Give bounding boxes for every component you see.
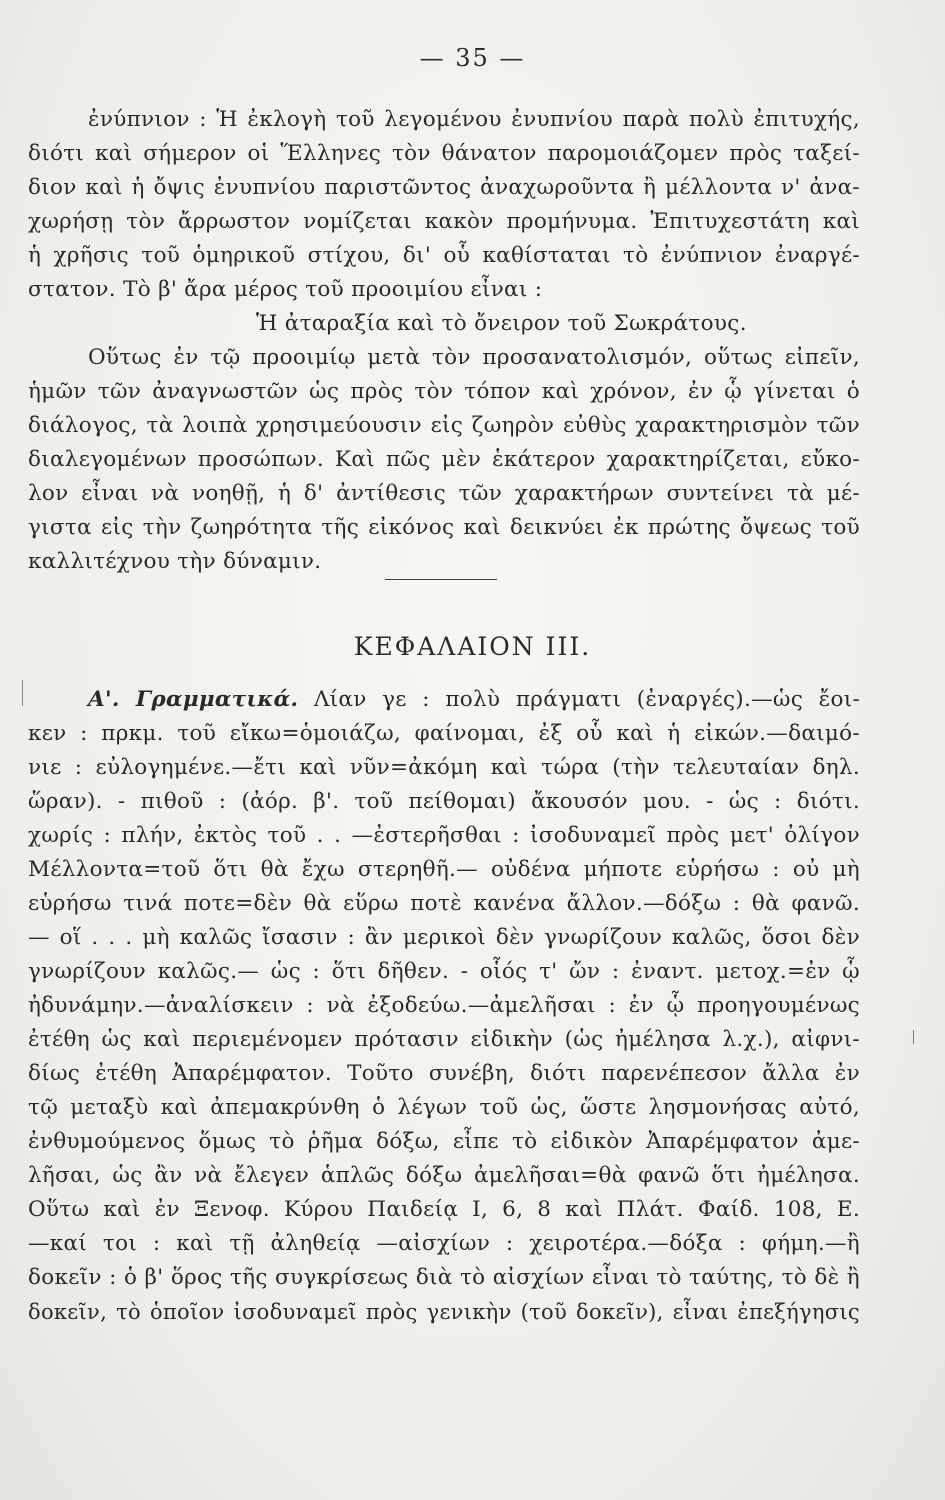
section-grammar xyxy=(28,683,860,1329)
text-line: δίως ἐτέθη Ἀπαρέμφατον. Τοῦτο συνέβη, διότι παρενέπεσον ἄλλα ἐν xyxy=(28,1061,860,1086)
text-line: καλλιτέχνου τὴν δύναμιν. xyxy=(28,549,322,574)
text-line: ὥραν). - πιθοῦ : (ἀόρ. β'. τοῦ πείθομαι) ἄκουσόν μου. - ὡς : διότι. xyxy=(28,789,860,814)
text-line: γιστα εἰς τὴν ζωηρότητα τῆς εἰκόνος καὶ δεικνύει ἐκ πρώτης ὄψεως τοῦ xyxy=(28,515,860,540)
text-line: εὑρήσω τινά ποτε=δὲν θὰ εὕρω ποτὲ κανένα ἄλλον.—δόξω : θὰ φανῶ. xyxy=(28,891,860,916)
text-line: διάλογος, τὰ λοιπὰ χρησιμεύουσιν εἰς ζωηρὸν εὐθὺς χαρακτηρισμὸν τῶν xyxy=(28,413,860,438)
text-line: ἐνύπνιον : Ἡ ἐκλογὴ τοῦ λεγομένου ἐνυπνίου παρὰ πολὺ ἐπιτυχής, xyxy=(88,107,860,132)
section-divider xyxy=(385,579,497,580)
text-line: ἠδυνάμην.—ἀναλίσκειν : νὰ ἐξοδεύω.—ἀμελῆσαι : ἐν ᾧ προηγουμένως xyxy=(28,993,860,1018)
text-line: νιε : εὐλογημένε.—ἔτι καὶ νῦν=ἀκόμη καὶ τώρα (τὴν τελευταίαν δηλ. xyxy=(28,755,860,780)
text-line: τῷ μεταξὺ καὶ ἀπεμακρύνθη ὁ λέγων τοῦ ὡς, ὥστε λησμονήσας αὐτό, xyxy=(28,1095,860,1120)
text-line: δοκεῖν : ὁ β' ὅρος τῆς συγκρίσεως διὰ τὸ αἰσχίων εἶναι τὸ ταύτης, τὸ δὲ ἢ xyxy=(28,1265,860,1290)
chapter-title: ΚΕΦΑΛΑΙΟΝ ΙΙΙ. xyxy=(353,632,592,661)
text-line: ἐνθυμούμενος ὅμως τὸ ῥῆμα δόξω, εἶπε τὸ εἰδικὸν Ἀπαρέμφατον ἀμε- xyxy=(28,1129,860,1154)
text-line: — οἵ . . . μὴ καλῶς ἴσασιν : ἂν μερικοὶ δὲν γνωρίζουν καλῶς, ὅσοι δὲν xyxy=(28,925,860,950)
text-line: ἡμῶν τῶν ἀναγνωστῶν ὡς πρὸς τὸν τόπον καὶ χρόνον, ἐν ᾧ γίνεται ὁ xyxy=(28,379,860,404)
text-line: ἡ χρῆσις τοῦ ὁμηρικοῦ στίχου, δι' οὗ καθίσταται τὸ ἐνύπνιον ἐναργέ- xyxy=(28,243,860,268)
text-line: —καί τοι : καὶ τῇ ἀληθείᾳ —αἰσχίων : χειροτέρα.—δόξα : φήμη.—ἢ xyxy=(28,1231,860,1256)
text-line: Μέλλοντα=τοῦ ὅτι θὰ ἔχω στερηθῆ.— οὐδένα μήποτε εὑρήσω : οὐ μὴ xyxy=(28,857,860,882)
paragraph-2 xyxy=(28,341,860,579)
paragraph-1 xyxy=(28,103,860,341)
text-line: γνωρίζουν καλῶς.— ὡς : ὅτι δῆθεν. - οἷός τ' ὤν : ἐναντ. μετοχ.=ἐν ᾧ xyxy=(28,959,860,984)
text-line: χωρήσῃ τὸν ἄρρωστον νομίζεται κακὸν προμήνυμα. Ἐπιτυχεστάτη καὶ xyxy=(28,209,860,234)
quote-line: Ἡ ἀταραξία καὶ τὸ ὄνειρον τοῦ Σωκράτους. xyxy=(256,311,747,336)
margin-mark xyxy=(913,1030,914,1044)
text-line: στατον. Τὸ β' ἄρα μέρος τοῦ προοιμίου εἶναι : xyxy=(28,277,543,302)
margin-mark xyxy=(22,680,23,706)
text-line: κεν : πρκμ. τοῦ εἴκω=ὁμοιάζω, φαίνομαι, ἐξ οὗ καὶ ἡ εἰκών.—δαιμό- xyxy=(28,721,860,746)
text-line: λον εἶναι νὰ νοηθῇ, ἡ δ' ἀντίθεσις τῶν χαρακτήρων συντείνει τὰ μέ- xyxy=(28,481,860,506)
text-line: δοκεῖν, τὸ ὁποῖον ἰσοδυναμεῖ πρὸς γενικὴν (τοῦ δοκεῖν), εἶναι ἐπεξήγησις xyxy=(28,1300,860,1324)
text-line: χωρίς : πλήν, ἐκτὸς τοῦ . . —ἐστερῆσθαι : ἰσοδυναμεῖ πρὸς μετ' ὀλίγον xyxy=(28,823,860,848)
text-line xyxy=(28,683,860,717)
text-line: Οὕτω καὶ ἐν Ξενοφ. Κύρου Παιδείᾳ Ι, 6, 8 καὶ Πλάτ. Φαίδ. 108, Ε. xyxy=(28,1197,860,1222)
section-heading: Α'. Γραμματικά. xyxy=(88,687,299,712)
text-line: διον καὶ ἡ ὄψις ἐνυπνίου παριστῶντος ἀναχωροῦντα ἢ μέλλοντα ν' ἀνα- xyxy=(28,175,860,200)
text-line: διαλεγομένων προσώπων. Καὶ πῶς μὲν ἑκάτερον χαρακτηρίζεται, εὔκο- xyxy=(28,447,860,472)
text-line: διότι καὶ σήμερον οἱ Ἕλληνες τὸν θάνατον παρομοιάζομεν πρὸς ταξεί- xyxy=(28,141,860,166)
text-line: Οὕτως ἐν τῷ προοιμίῳ μετὰ τὸν προσανατολισμόν, οὕτως εἰπεῖν, xyxy=(88,345,860,370)
text-line: ἐτέθη ὡς καὶ περιεμένομεν πρότασιν εἰδικὴν (ὡς ἠμέλησα λ.χ.), αἰφνι- xyxy=(28,1027,860,1052)
page-number: — 35 — xyxy=(419,44,526,72)
text-line: λῆσαι, ὡς ἂν νὰ ἔλεγεν ἁπλῶς δόξω ἀμελῆσαι=θὰ φανῶ ὅτι ἠμέλησα. xyxy=(28,1163,860,1188)
section-first-line-text: Λίαν γε : πολὺ πράγματι (ἐναργές).—ὡς ἔοι- xyxy=(313,687,861,712)
